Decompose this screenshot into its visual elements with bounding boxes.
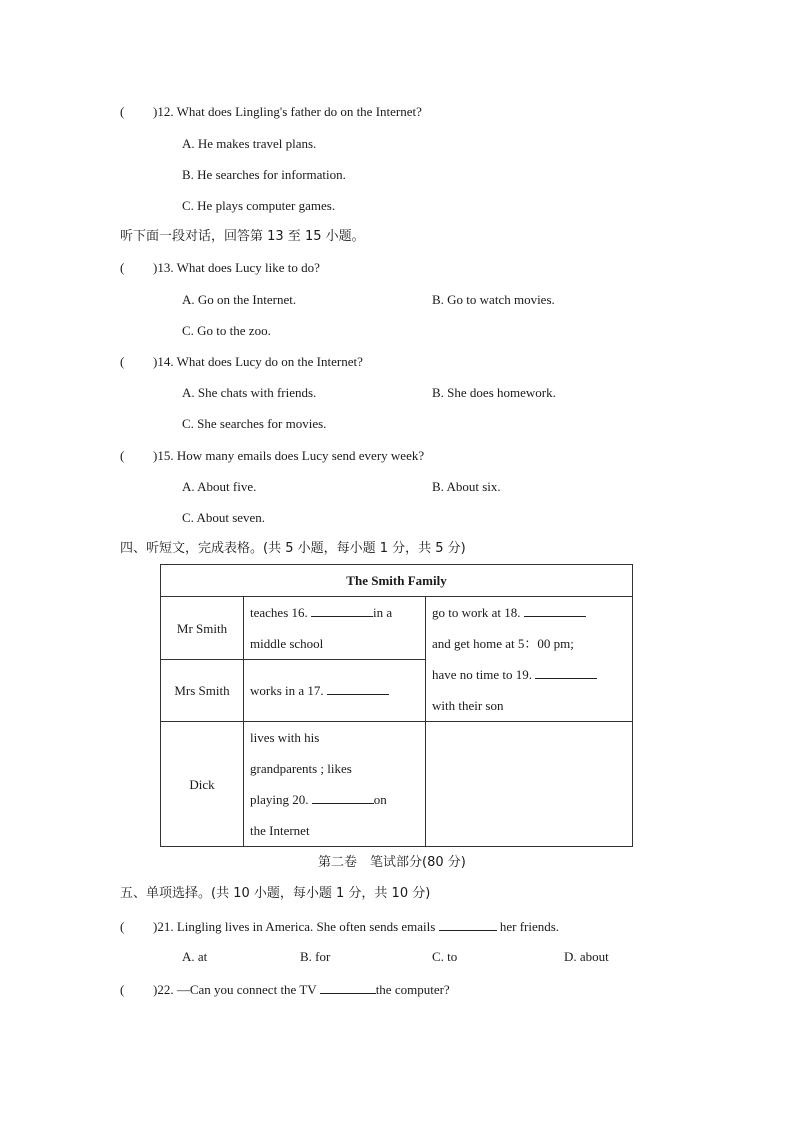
blank-17[interactable]: [327, 682, 389, 695]
option-b: B. About six.: [432, 479, 501, 494]
answer-bracket[interactable]: (: [120, 104, 125, 119]
answer-bracket[interactable]: (: [120, 448, 125, 463]
question-13: ( )13. What does Lucy like to do?: [120, 260, 320, 275]
row-label-dick: Dick: [161, 722, 244, 847]
cell-mrs-smith: works in a 17.: [244, 660, 426, 722]
part-two-title: 第二卷 笔试部分(80 分): [318, 855, 466, 870]
cell-empty: [426, 722, 633, 847]
option-a: A. About five.: [182, 479, 257, 494]
section-heading: 五、单项选择。(共 10 小题，每小题 1 分，共 10 分): [120, 886, 431, 901]
option-c: C. Go to the zoo.: [182, 323, 271, 338]
option-c: C. He plays computer games.: [182, 198, 336, 213]
question-15: ( )15. How many emails does Lucy send every week?: [120, 448, 425, 463]
option-b: B. for: [300, 949, 331, 964]
blank-16[interactable]: [311, 604, 373, 617]
cell-mr-smith: teaches 16. in a middle school: [244, 597, 426, 660]
section-heading: 四、听短文，完成表格。(共 5 小题，每小题 1 分，共 5 分): [120, 541, 466, 556]
blank-22[interactable]: [320, 981, 376, 994]
option-a: A. She chats with friends.: [182, 385, 317, 400]
option-c: C. About seven.: [182, 510, 266, 525]
answer-bracket[interactable]: (: [120, 354, 125, 369]
instruction: 听下面一段对话，回答第 13 至 15 小题。: [120, 229, 365, 244]
question-21: ( )21. Lingling lives in America. She often sends emails her friends.: [120, 919, 560, 934]
option-b: B. Go to watch movies.: [432, 292, 555, 307]
row-label-mrs-smith: Mrs Smith: [161, 660, 244, 722]
table-title: The Smith Family: [161, 565, 633, 597]
option-b: B. He searches for information.: [182, 167, 346, 182]
cell-parents-schedule: go to work at 18. and get home at 5：00 pm; have no time to 19. with their son: [426, 597, 633, 722]
answer-bracket[interactable]: (: [120, 982, 125, 997]
option-c: C. She searches for movies.: [182, 416, 327, 431]
option-b: B. She does homework.: [432, 385, 556, 400]
answer-bracket[interactable]: (: [120, 919, 125, 934]
question-12: ( )12. What does Lingling's father do on the Internet?: [120, 104, 422, 119]
blank-18[interactable]: [524, 604, 586, 617]
smith-family-table: [160, 564, 633, 847]
blank-21[interactable]: [439, 918, 497, 931]
option-d: D. about: [564, 949, 609, 964]
option-a: A. Go on the Internet.: [182, 292, 297, 307]
option-c: C. to: [432, 949, 458, 964]
option-a: A. at: [182, 949, 208, 964]
blank-20[interactable]: [312, 791, 374, 804]
blank-19[interactable]: [535, 666, 597, 679]
question-14: ( )14. What does Lucy do on the Internet?: [120, 354, 363, 369]
option-a: A. He makes travel plans.: [182, 136, 317, 151]
answer-bracket[interactable]: (: [120, 260, 125, 275]
question-22: ( )22. —Can you connect the TV the computer?: [120, 982, 450, 997]
cell-dick: lives with his grandparents ; likes playing 20. on the Internet: [244, 722, 426, 847]
row-label-mr-smith: Mr Smith: [161, 597, 244, 660]
